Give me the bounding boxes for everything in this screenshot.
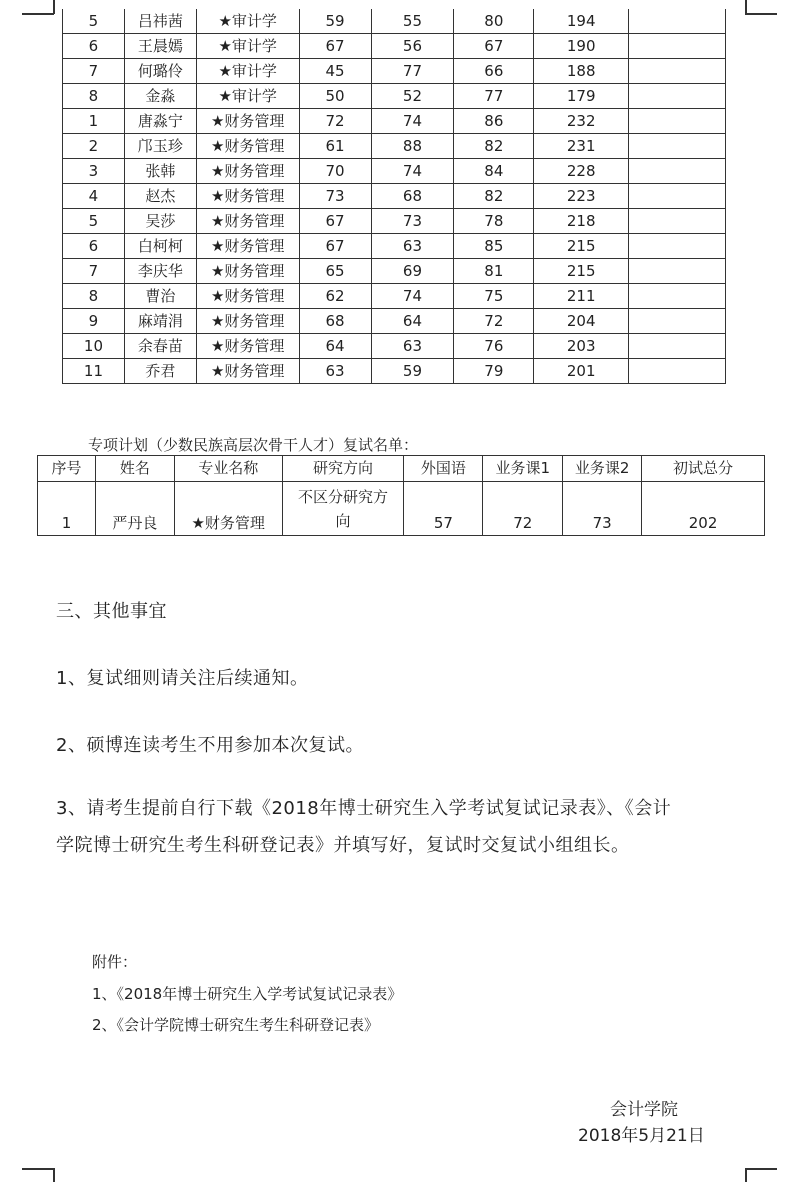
- cell-no: 2: [63, 134, 125, 159]
- cell-name: 王晨嫣: [124, 34, 196, 59]
- cell-no: 10: [63, 334, 125, 359]
- cell-foreign: 72: [299, 109, 371, 134]
- cell-course1: 69: [371, 259, 454, 284]
- cell-no: 6: [63, 234, 125, 259]
- direction-line-2: 向: [335, 511, 351, 530]
- cell-name: 乔君: [124, 359, 196, 384]
- cell-no: 6: [63, 34, 125, 59]
- cell-course2: 86: [454, 109, 534, 134]
- table-row: [63, 134, 726, 159]
- notice-item-3-line-2: 学院博士研究生考生科研登记表》并填写好，复试时交复试小组组长。: [56, 835, 630, 856]
- cell-course1: 59: [371, 359, 454, 384]
- cell-total: 231: [534, 134, 629, 159]
- cell-course1: 88: [371, 134, 454, 159]
- direction-line-1: 不区分研究方: [298, 487, 389, 506]
- cell-remark: [629, 9, 726, 34]
- cell-name: 何璐伶: [124, 59, 196, 84]
- cell-major: ★财务管理: [196, 134, 299, 159]
- cell-major: ★财务管理: [196, 259, 299, 284]
- cell-foreign: 68: [299, 309, 371, 334]
- cell-foreign: 62: [299, 284, 371, 309]
- cell-name: 白柯柯: [124, 234, 196, 259]
- table-row: [63, 284, 726, 309]
- cell-total: 203: [534, 334, 629, 359]
- cell-course1: 56: [371, 34, 454, 59]
- cell-total: 215: [534, 259, 629, 284]
- cell-foreign: 59: [299, 9, 371, 34]
- cell-remark: [629, 109, 726, 134]
- cell-name: 张韩: [124, 159, 196, 184]
- table-row: [63, 59, 726, 84]
- signature-date: 2018年5月21日: [578, 1126, 705, 1146]
- cell-remark: [629, 184, 726, 209]
- cell-no: 3: [63, 159, 125, 184]
- table-row: [38, 482, 765, 536]
- cell-major: ★财务管理: [174, 482, 282, 536]
- cell-major: ★财务管理: [196, 209, 299, 234]
- cell-name: 吕祎茜: [124, 9, 196, 34]
- cell-total: 211: [534, 284, 629, 309]
- cell-no: 7: [63, 59, 125, 84]
- cell-course1: 52: [371, 84, 454, 109]
- candidate-list-table: [62, 9, 726, 384]
- cell-course1: 74: [371, 159, 454, 184]
- cell-remark: [629, 309, 726, 334]
- cell-course1: 68: [371, 184, 454, 209]
- cell-no: 1: [63, 109, 125, 134]
- cell-no: 8: [63, 284, 125, 309]
- cell-course2: 67: [454, 34, 534, 59]
- table-row: [63, 184, 726, 209]
- table-header-row: [38, 456, 765, 482]
- header-cell: 专业名称: [174, 456, 282, 482]
- cell-foreign: 50: [299, 84, 371, 109]
- cell-total: 218: [534, 209, 629, 234]
- table-row: [63, 109, 726, 134]
- special-plan-caption: 专项计划（少数民族高层次骨干人才）复试名单：: [88, 436, 419, 454]
- table-row: [63, 34, 726, 59]
- cell-course2: 80: [454, 9, 534, 34]
- cell-course2: 77: [454, 84, 534, 109]
- cell-name: 吴莎: [124, 209, 196, 234]
- cell-remark: [629, 259, 726, 284]
- cell-major: ★财务管理: [196, 109, 299, 134]
- cell-course2: 81: [454, 259, 534, 284]
- table-row: [63, 309, 726, 334]
- cell-total: 215: [534, 234, 629, 259]
- cell-course2: 73: [563, 482, 642, 536]
- notice-item-1: 1、复试细则请关注后续通知。: [56, 668, 309, 689]
- cell-total: 188: [534, 59, 629, 84]
- cell-remark: [629, 234, 726, 259]
- attachment-item: 2、《会计学院博士研究生考生科研登记表》: [92, 1016, 380, 1034]
- cell-no: 5: [63, 209, 125, 234]
- cell-course2: 78: [454, 209, 534, 234]
- cell-course1: 74: [371, 109, 454, 134]
- cell-course1: 63: [371, 234, 454, 259]
- cell-course2: 66: [454, 59, 534, 84]
- header-cell: 业务课1: [483, 456, 563, 482]
- cell-course1: 77: [371, 59, 454, 84]
- cell-total: 223: [534, 184, 629, 209]
- cell-major: ★财务管理: [196, 359, 299, 384]
- cell-foreign: 61: [299, 134, 371, 159]
- cell-major: ★财务管理: [196, 309, 299, 334]
- cell-no: 1: [38, 482, 96, 536]
- cell-no: 7: [63, 259, 125, 284]
- cell-course2: 75: [454, 284, 534, 309]
- cell-foreign: 67: [299, 234, 371, 259]
- cell-no: 11: [63, 359, 125, 384]
- cell-course1: 73: [371, 209, 454, 234]
- cell-course2: 82: [454, 134, 534, 159]
- cell-total: 202: [642, 482, 765, 536]
- cell-foreign: 67: [299, 34, 371, 59]
- cell-course2: 85: [454, 234, 534, 259]
- table-row: [63, 209, 726, 234]
- cell-remark: [629, 134, 726, 159]
- cell-course2: 82: [454, 184, 534, 209]
- table-row: [63, 9, 726, 34]
- cell-name: 曹治: [124, 284, 196, 309]
- cell-foreign: 57: [404, 482, 483, 536]
- cell-major: ★财务管理: [196, 184, 299, 209]
- cell-name: 赵杰: [124, 184, 196, 209]
- cell-course2: 76: [454, 334, 534, 359]
- cell-no: 4: [63, 184, 125, 209]
- cell-major: ★审计学: [196, 9, 299, 34]
- cell-course1: 55: [371, 9, 454, 34]
- attachments-label: 附件：: [92, 953, 138, 971]
- cell-foreign: 45: [299, 59, 371, 84]
- attachment-item: 1、《2018年博士研究生入学考试复试记录表》: [92, 985, 403, 1003]
- cell-course1: 64: [371, 309, 454, 334]
- cell-total: 232: [534, 109, 629, 134]
- table-row: [63, 84, 726, 109]
- header-cell: 研究方向: [282, 456, 404, 482]
- notice-item-2: 2、硕博连读考生不用参加本次复试。: [56, 735, 364, 756]
- cell-name: 唐淼宁: [124, 109, 196, 134]
- cell-major: ★财务管理: [196, 284, 299, 309]
- header-cell: 姓名: [95, 456, 174, 482]
- cell-major: ★财务管理: [196, 234, 299, 259]
- cell-remark: [629, 334, 726, 359]
- cell-total: 201: [534, 359, 629, 384]
- cell-total: 204: [534, 309, 629, 334]
- notice-item-3-line-1: 3、请考生提前自行下载《2018年博士研究生入学考试复试记录表》、《会计: [56, 798, 672, 819]
- cell-remark: [629, 34, 726, 59]
- cell-major: ★审计学: [196, 84, 299, 109]
- cell-foreign: 64: [299, 334, 371, 359]
- cell-course2: 79: [454, 359, 534, 384]
- cell-major: ★财务管理: [196, 334, 299, 359]
- cell-direction: [282, 482, 404, 536]
- table-row: [63, 159, 726, 184]
- cell-major: ★审计学: [196, 34, 299, 59]
- cell-foreign: 63: [299, 359, 371, 384]
- cell-remark: [629, 159, 726, 184]
- cell-total: 179: [534, 84, 629, 109]
- cell-no: 5: [63, 9, 125, 34]
- cell-name: 余春苗: [124, 334, 196, 359]
- header-cell: 业务课2: [563, 456, 642, 482]
- section-heading: 三、其他事宜: [56, 601, 167, 622]
- cell-name: 李庆华: [124, 259, 196, 284]
- cell-course2: 84: [454, 159, 534, 184]
- cell-foreign: 65: [299, 259, 371, 284]
- cell-major: ★审计学: [196, 59, 299, 84]
- cell-name: 邝玉珍: [124, 134, 196, 159]
- cell-major: ★财务管理: [196, 159, 299, 184]
- cell-no: 9: [63, 309, 125, 334]
- cell-remark: [629, 59, 726, 84]
- cell-remark: [629, 209, 726, 234]
- cell-foreign: 70: [299, 159, 371, 184]
- cell-course1: 72: [483, 482, 563, 536]
- cell-total: 190: [534, 34, 629, 59]
- cell-course2: 72: [454, 309, 534, 334]
- table-row: [63, 359, 726, 384]
- cell-course1: 74: [371, 284, 454, 309]
- cell-name: 麻靖涓: [124, 309, 196, 334]
- header-cell: 序号: [38, 456, 96, 482]
- cell-remark: [629, 284, 726, 309]
- table-row: [63, 334, 726, 359]
- cell-name: 严丹良: [95, 482, 174, 536]
- cell-total: 194: [534, 9, 629, 34]
- cell-foreign: 73: [299, 184, 371, 209]
- cell-no: 8: [63, 84, 125, 109]
- signature-org: 会计学院: [610, 1100, 678, 1120]
- cell-foreign: 67: [299, 209, 371, 234]
- cell-course1: 63: [371, 334, 454, 359]
- header-cell: 外国语: [404, 456, 483, 482]
- header-cell: 初试总分: [642, 456, 765, 482]
- special-plan-table: [37, 455, 765, 536]
- cell-remark: [629, 359, 726, 384]
- cell-total: 228: [534, 159, 629, 184]
- table-row: [63, 259, 726, 284]
- cell-remark: [629, 84, 726, 109]
- cell-name: 金淼: [124, 84, 196, 109]
- table-row: [63, 234, 726, 259]
